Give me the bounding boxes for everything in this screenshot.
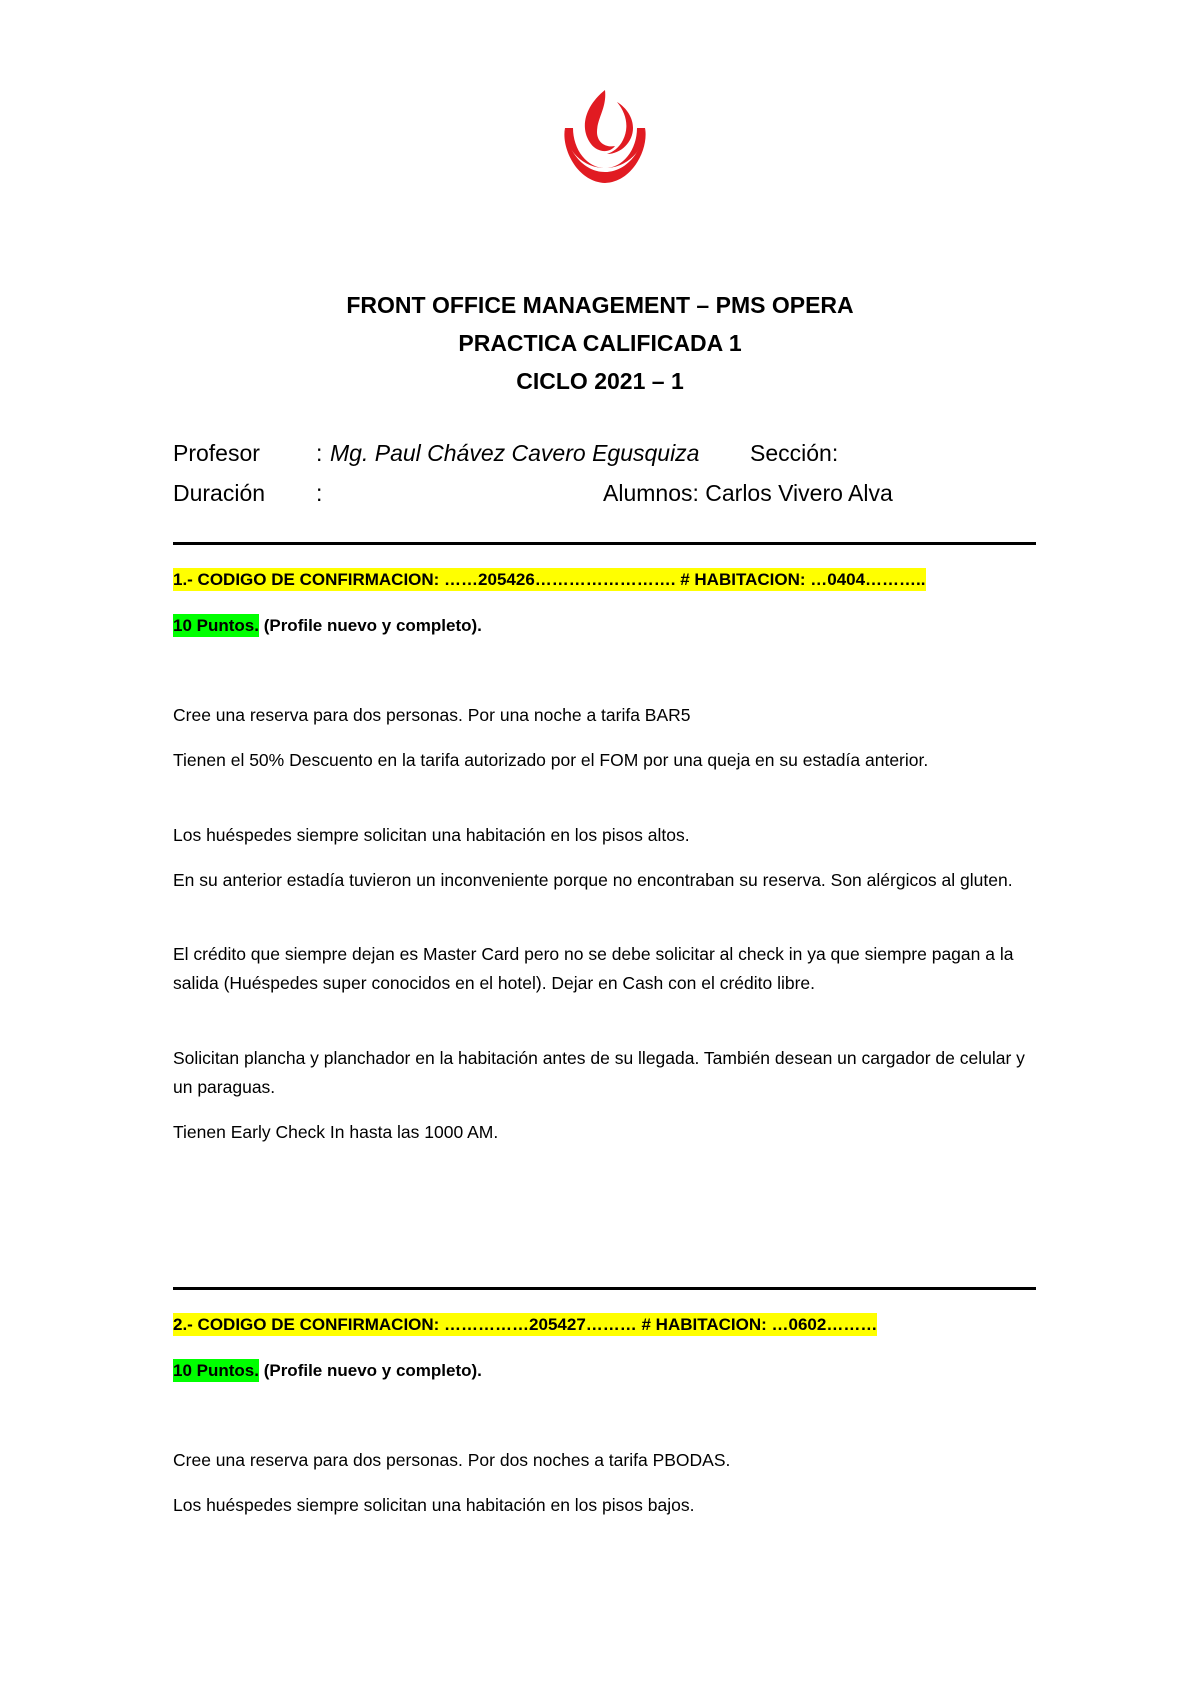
seccion-label: Sección:	[750, 440, 839, 466]
q1-paragraph: Tienen Early Check In hasta las 1000 AM.	[173, 1122, 499, 1142]
q2-header	[173, 1313, 877, 1337]
title-line-2: PRACTICA CALIFICADA 1	[458, 330, 742, 356]
divider-2	[173, 1287, 1036, 1290]
q1-points-note: (Profile nuevo y completo).	[258, 616, 482, 635]
q1-paragraph: El crédito que siempre dejan es Master Card pero no se debe solicitar al check in ya que siempre pagan a la salida (Huéspedes super conocidos en el hotel). Dejar en Cash con el crédito libre.	[173, 944, 1014, 993]
q2-paragraph: Los huéspedes siempre solicitan una habitación en los pisos bajos.	[173, 1495, 695, 1515]
q2-points-row	[173, 1359, 482, 1383]
q1-header-text: 1.- CODIGO DE CONFIRMACION: ……205426……………………. # HABITACION: …0404………..	[173, 570, 926, 589]
q1-paragraph: Los huéspedes siempre solicitan una habitación en los pisos altos.	[173, 825, 690, 845]
q1-paragraph: Cree una reserva para dos personas. Por una noche a tarifa BAR5	[173, 705, 691, 725]
alumnos-label: Alumnos: Carlos Vivero Alva	[603, 480, 893, 506]
document-title	[0, 286, 1200, 400]
title-line-3: CICLO 2021 – 1	[516, 368, 684, 394]
q2-paragraph: Cree una reserva para dos personas. Por dos noches a tarifa PBODAS.	[173, 1450, 731, 1470]
title-line-1: FRONT OFFICE MANAGEMENT – PMS OPERA	[346, 292, 854, 318]
q1-paragraph: Solicitan plancha y planchador en la habitación antes de su llegada. También desean un cargador de celular y un paraguas.	[173, 1048, 1025, 1097]
q1-points: 10 Puntos.	[173, 616, 259, 635]
duracion-colon: :	[316, 480, 323, 506]
q1-header	[173, 568, 926, 592]
q2-points-note: (Profile nuevo y completo).	[258, 1361, 482, 1380]
q1-paragraph: En su anterior estadía tuvieron un inconveniente porque no encontraban su reserva. Son alérgicos al gluten.	[173, 870, 1013, 890]
divider-1	[173, 542, 1036, 545]
upc-flame-logo	[557, 88, 653, 184]
profesor-colon: :	[316, 440, 323, 466]
profesor-value: Mg. Paul Chávez Cavero Egusquiza	[330, 440, 700, 466]
q2-header-text: 2.- CODIGO DE CONFIRMACION: ……………205427……… # HABITACION: …0602………	[173, 1315, 878, 1334]
q1-points-row	[173, 614, 482, 638]
q2-points: 10 Puntos.	[173, 1361, 259, 1380]
duracion-label: Duración	[173, 480, 266, 506]
q1-paragraph: Tienen el 50% Descuento en la tarifa autorizado por el FOM por una queja en su estadía anterior.	[173, 750, 929, 770]
profesor-label: Profesor	[173, 440, 260, 466]
